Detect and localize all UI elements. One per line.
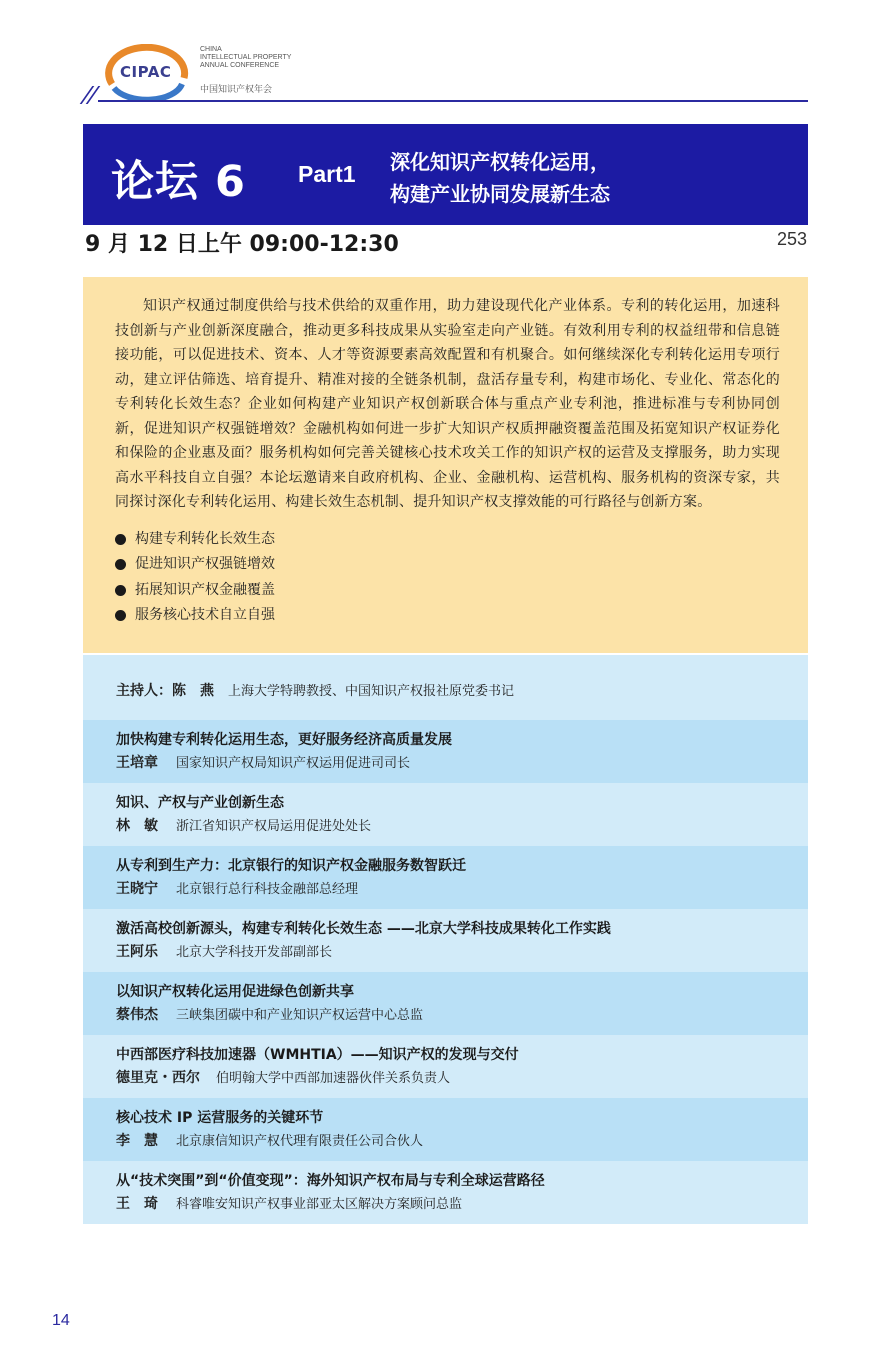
talk-title: 加快构建专利转化运用生态，更好服务经济高质量发展 <box>116 732 452 748</box>
talk-item <box>83 972 808 1035</box>
talk-title: 从专利到生产力：北京银行的知识产权金融服务数智跃迁 <box>116 858 466 874</box>
talk-item <box>83 1098 808 1161</box>
host-title: 上海大学特聘教授、中国知识产权报社原党委书记 <box>228 684 515 699</box>
talk-item <box>83 720 808 783</box>
speaker-name: 王 琦 <box>116 1196 158 1212</box>
page-number-bottom: 14 <box>52 1312 70 1329</box>
talk-speaker <box>116 816 808 837</box>
talk-speaker <box>116 942 808 963</box>
agenda <box>83 655 808 1224</box>
speaker-name: 王培章 <box>116 755 158 771</box>
speaker-affiliation: 国家知识产权局知识产权运用促进司司长 <box>176 756 411 771</box>
talk-item <box>83 783 808 846</box>
speaker-affiliation: 伯明翰大学中西部加速器伙伴关系负责人 <box>216 1071 451 1086</box>
part-label: Part1 <box>298 161 356 187</box>
talk-item <box>83 1035 808 1098</box>
session-datetime: 9 月 12 日上午 09:00-12:30 <box>85 232 399 257</box>
talk-item <box>83 909 808 972</box>
forum-title-line: 构建产业协同发展新生态 <box>390 182 610 206</box>
logo-en-line: CHINA <box>200 46 222 53</box>
page-number-top: 253 <box>776 229 807 249</box>
talk-speaker <box>116 879 808 900</box>
talk-title: 以知识产权转化运用促进绿色创新共享 <box>116 984 354 1000</box>
talk-title: 核心技术 IP 运营服务的关键环节 <box>116 1110 324 1126</box>
topic-item: 促进知识产权强链增效 <box>115 552 780 578</box>
talk-speaker <box>116 1131 808 1152</box>
speaker-name: 林 敏 <box>116 818 158 834</box>
speaker-affiliation: 北京康信知识产权代理有限责任公司合伙人 <box>176 1134 424 1149</box>
speaker-name: 李 慧 <box>116 1133 158 1149</box>
speaker-name: 蔡伟杰 <box>116 1007 158 1023</box>
talk-title: 从“技术突围”到“价值变现”：海外知识产权布局与专利全球运营路径 <box>116 1173 545 1189</box>
forum-banner <box>83 124 808 225</box>
speaker-affiliation: 北京银行总行科技金融部总经理 <box>176 882 359 897</box>
speaker-name: 王阿乐 <box>116 944 158 960</box>
talk-speaker <box>116 1194 808 1215</box>
intro-paragraph: 知识产权通过制度供给与技术供给的双重作用，助力建设现代化产业体系。专利的转化运用，加速科技创新与产业创新深度融合，推动更多科技成果从实验室走向产业链。有效利用专利的权益纽带和信息链接功能，可以促进技术、资本、人才等资源要素高效配置和有机聚合。如何继续深化专利转化运用专项行动，建立评估筛选、培育提升、精准对接的全链条机制，盘活存量专利，构建市场化、专业化、常态化的专利转化长效生态？企业如何构建产业知识产权创新联合体与重点产业专利池，推进标准与专利协同创新，促进知识产权强链增效？金融机构如何进一步扩大知识产权质押融资覆盖范围及拓宽知识产权证券化和保险的企业惠及面？服务机构如何完善关键核心技术攻关工作的知识产权的运营及支撑服务，助力实现高水平科技自立自强？本论坛邀请来自政府机构、企业、金融机构、运营机构、服务机构的资深专家，共同探讨深化专利转化运用、构建长效生态机制、提升知识产权支撑效能的可行路径与创新方案。 <box>115 298 780 510</box>
host-row <box>83 655 808 720</box>
talk-title: 知识、产权与产业创新生态 <box>116 795 284 811</box>
logo-chinese: 中国知识产权年会 <box>200 85 273 95</box>
topic-item: 服务核心技术自立自强 <box>115 603 780 629</box>
host-label: 主持人： <box>116 683 172 699</box>
host-name: 陈 燕 <box>172 683 214 699</box>
speaker-name: 王晓宁 <box>116 881 158 897</box>
speaker-affiliation: 科睿唯安知识产权事业部亚太区解决方案顾问总监 <box>176 1197 463 1212</box>
topic-list <box>115 527 780 629</box>
talk-title: 中西部医疗科技加速器（WMHTIA）——知识产权的发现与交付 <box>116 1047 519 1063</box>
logo-en-line: ANNUAL CONFERENCE <box>200 62 280 69</box>
talk-speaker <box>116 1005 808 1026</box>
speaker-affiliation: 北京大学科技开发部副部长 <box>176 945 333 960</box>
header-divider <box>98 100 808 102</box>
forum-number: 论坛 6 <box>111 157 246 207</box>
topic-item: 构建专利转化长效生态 <box>115 527 780 553</box>
forum-title-line: 深化知识产权转化运用， <box>390 150 610 174</box>
logo-en-line: INTELLECTUAL PROPERTY <box>200 54 292 61</box>
forum-title <box>390 146 610 210</box>
intro-box <box>83 277 808 653</box>
conference-logo <box>100 44 300 102</box>
talk-speaker <box>116 1068 808 1089</box>
logo-english <box>200 46 310 70</box>
topic-item: 拓展知识产权金融覆盖 <box>115 578 780 604</box>
speaker-affiliation: 三峡集团碳中和产业知识产权运营中心总监 <box>176 1008 424 1023</box>
talk-item <box>83 1161 808 1224</box>
talk-speaker <box>116 753 808 774</box>
speaker-name: 德里克・西尔 <box>116 1070 200 1086</box>
talk-item <box>83 846 808 909</box>
logo-text: CIPAC <box>120 63 172 81</box>
talk-title: 激活高校创新源头，构建专利转化长效生态 ——北京大学科技成果转化工作实践 <box>116 921 611 937</box>
speaker-affiliation: 浙江省知识产权局运用促进处处长 <box>176 819 372 834</box>
